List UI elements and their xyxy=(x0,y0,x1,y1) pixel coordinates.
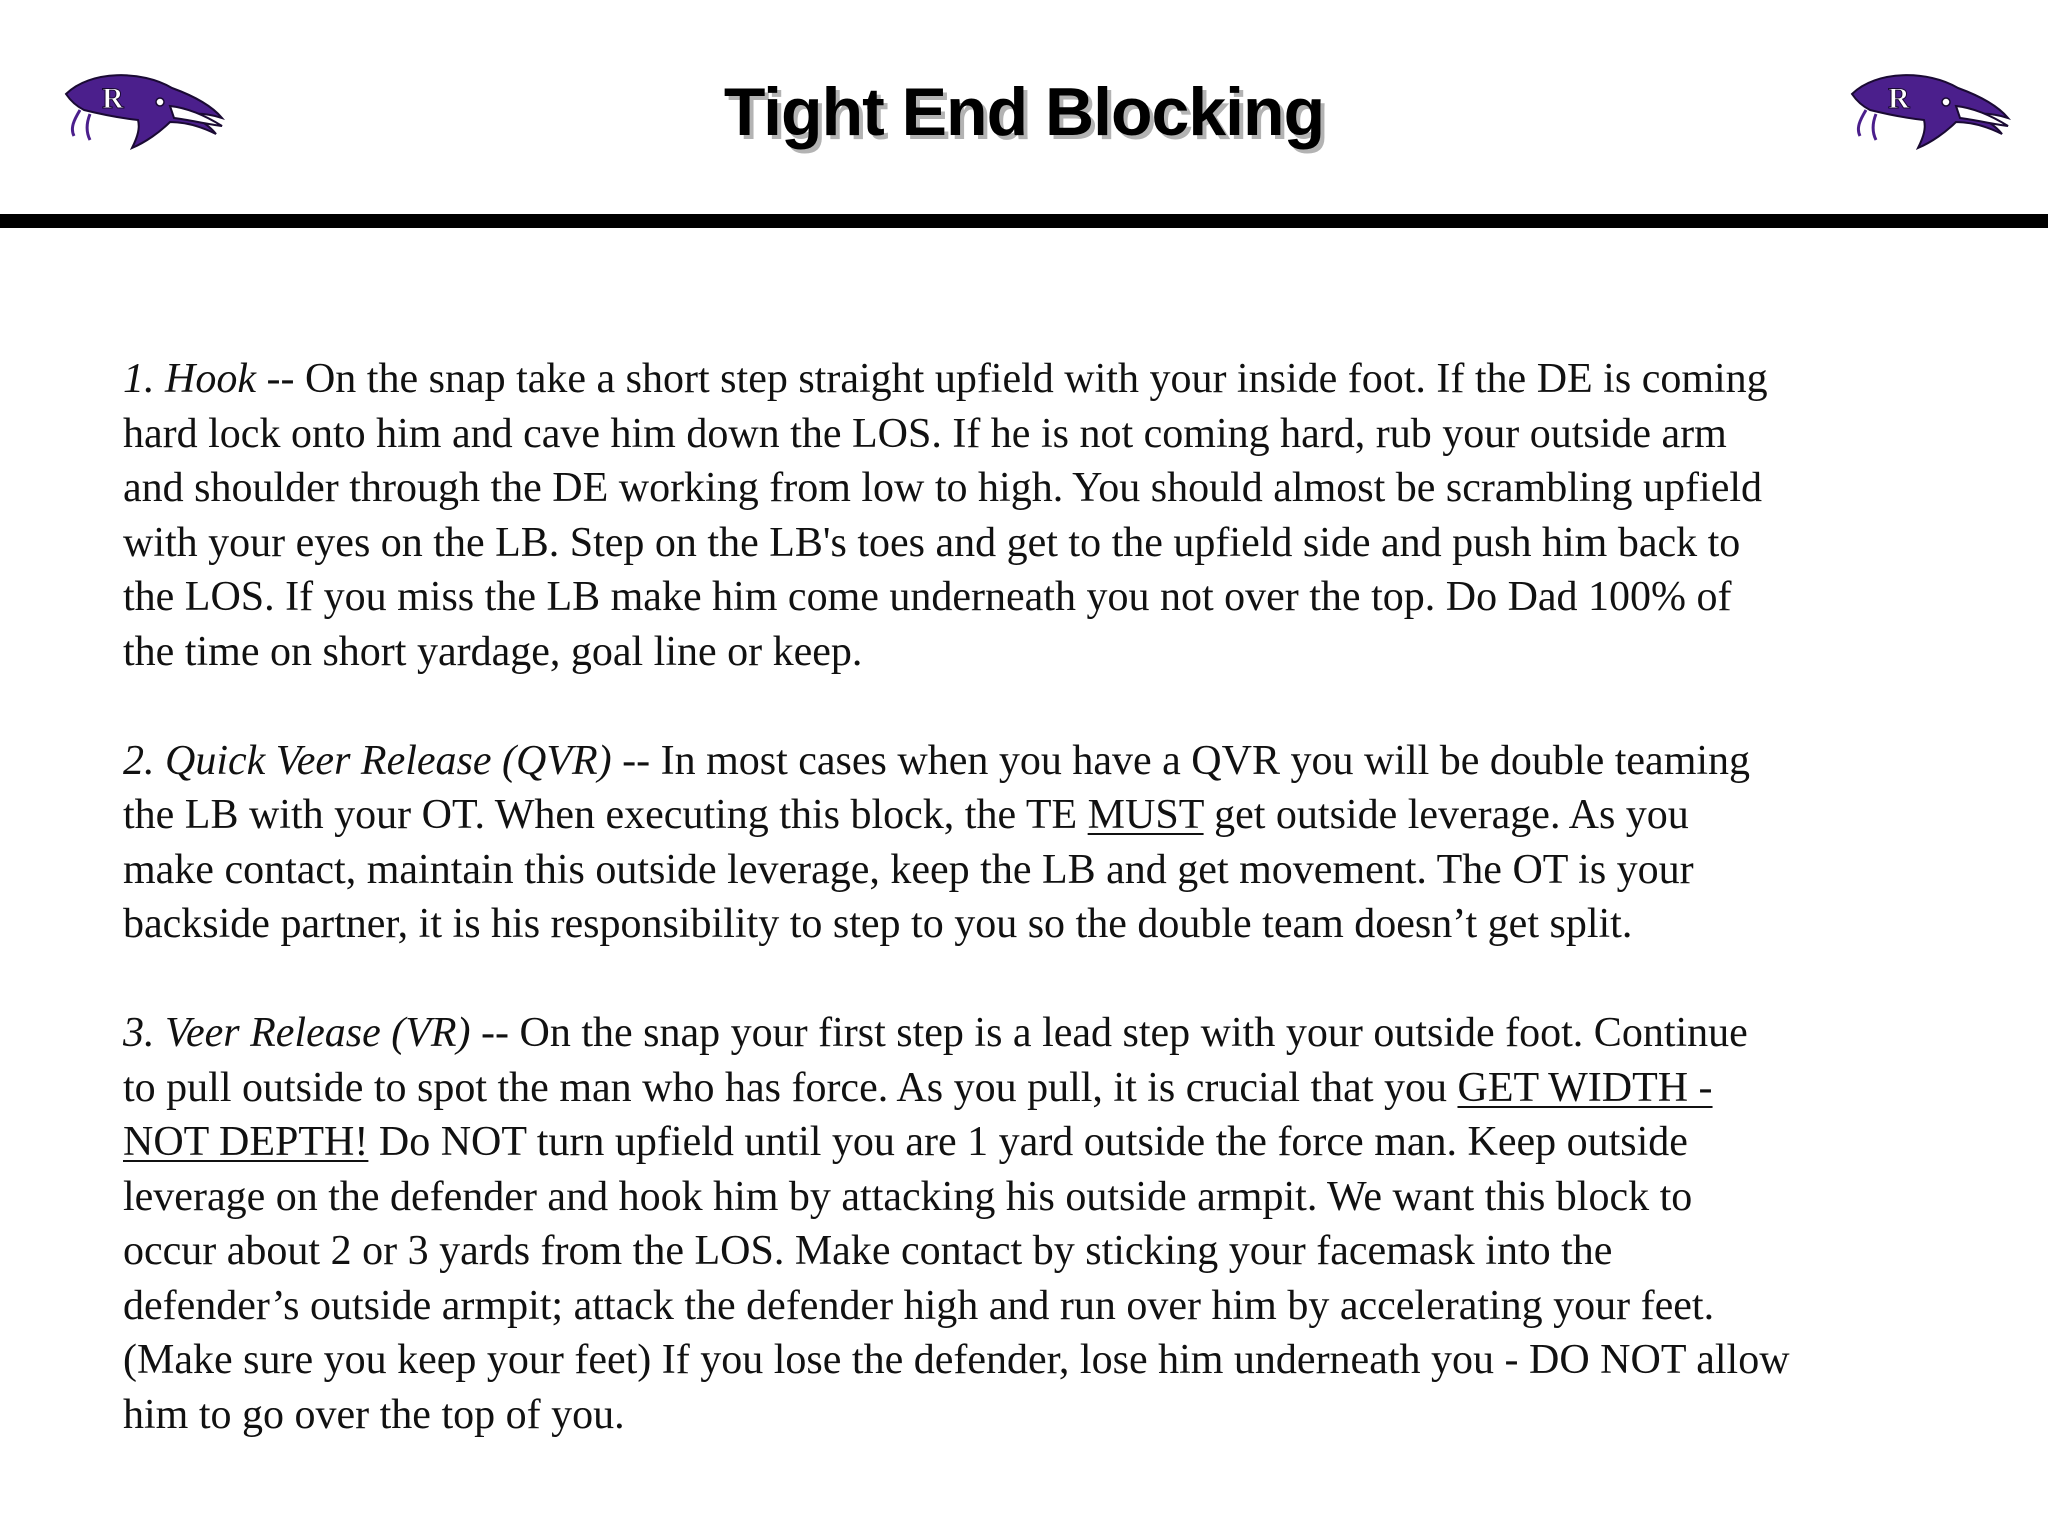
section-line: the LOS. If you miss the LB make him come underneath you not over the top. Do Dad 100% of xyxy=(123,574,1732,620)
emphasis-text: NOT DEPTH! xyxy=(123,1119,369,1165)
section-line: backside partner, it is his responsibility to step to you so the double team doesn’t get split. xyxy=(123,901,1633,947)
section-line: with your eyes on the LB. Step on the LB's toes and get to the upfield side and push him back to xyxy=(123,519,1741,566)
section-line: leverage on the defender and hook him by attacking his outside armpit. We want this block to xyxy=(123,1173,1693,1220)
section-line: occur about 2 or 3 yards from the LOS. Make contact by sticking your facemask into the xyxy=(123,1228,1613,1274)
section-term: Quick Veer Release (QVR) xyxy=(165,737,612,784)
emphasis-text: MUST xyxy=(1087,792,1204,838)
logo-letter-right: R xyxy=(1888,82,1910,115)
section-text: -- On the snap your first step is a lead step with your outside foot. Continue xyxy=(470,1010,1748,1056)
section-quick-veer-release xyxy=(123,734,1953,952)
logo-letter-left: R xyxy=(102,82,124,115)
emphasis-text: GET WIDTH - xyxy=(1457,1064,1713,1111)
section-line xyxy=(123,788,1953,843)
section-number: 3. xyxy=(123,1010,155,1056)
page-header xyxy=(0,0,2048,212)
section-term: Veer Release (VR) xyxy=(165,1010,471,1056)
page-title: Tight End Blocking xyxy=(723,74,1325,150)
section-line xyxy=(123,352,1953,407)
blocking-content xyxy=(123,352,1953,1497)
section-line: and shoulder through the DE working from low to high. You should almost be scrambling upfield xyxy=(123,465,1763,511)
section-text: -- In most cases when you have a QVR you will be double teaming xyxy=(611,737,1751,784)
section-hook xyxy=(123,352,1953,679)
section-text: Do NOT turn upfield until you are 1 yard outside the force man. Keep outside xyxy=(368,1119,1688,1165)
section-line xyxy=(123,734,1953,789)
section-veer-release xyxy=(123,1006,1953,1442)
section-line: hard lock onto him and cave him down the LOS. If he is not coming hard, rub your outside arm xyxy=(123,410,1727,457)
raven-logo-right-icon xyxy=(1846,66,2014,150)
header-divider xyxy=(0,214,2048,228)
section-text: the LB with your OT. When executing this block, the TE xyxy=(123,792,1088,838)
section-text: get outside leverage. As you xyxy=(1203,792,1689,838)
section-term: Hook xyxy=(165,356,256,402)
section-text: to pull outside to spot the man who has force. As you pull, it is crucial that you xyxy=(123,1064,1458,1111)
section-number: 2. xyxy=(123,737,155,784)
section-line: defender’s outside armpit; attack the defender high and run over him by accelerating your feet. xyxy=(123,1282,1715,1329)
section-text: -- On the snap take a short step straight upfield with your inside foot. If the DE is coming xyxy=(255,356,1768,402)
section-line: make contact, maintain this outside leverage, keep the LB and get movement. The OT is your xyxy=(123,846,1694,893)
section-line: him to go over the top of you. xyxy=(123,1391,625,1438)
section-line: the time on short yardage, goal line or keep. xyxy=(123,628,863,675)
section-number: 1. xyxy=(123,356,155,402)
section-line: (Make sure you keep your feet) If you lose the defender, lose him underneath you - DO NOT allow xyxy=(123,1337,1790,1383)
section-line xyxy=(123,1115,1953,1170)
section-line xyxy=(123,1061,1953,1116)
section-line xyxy=(123,1006,1953,1061)
